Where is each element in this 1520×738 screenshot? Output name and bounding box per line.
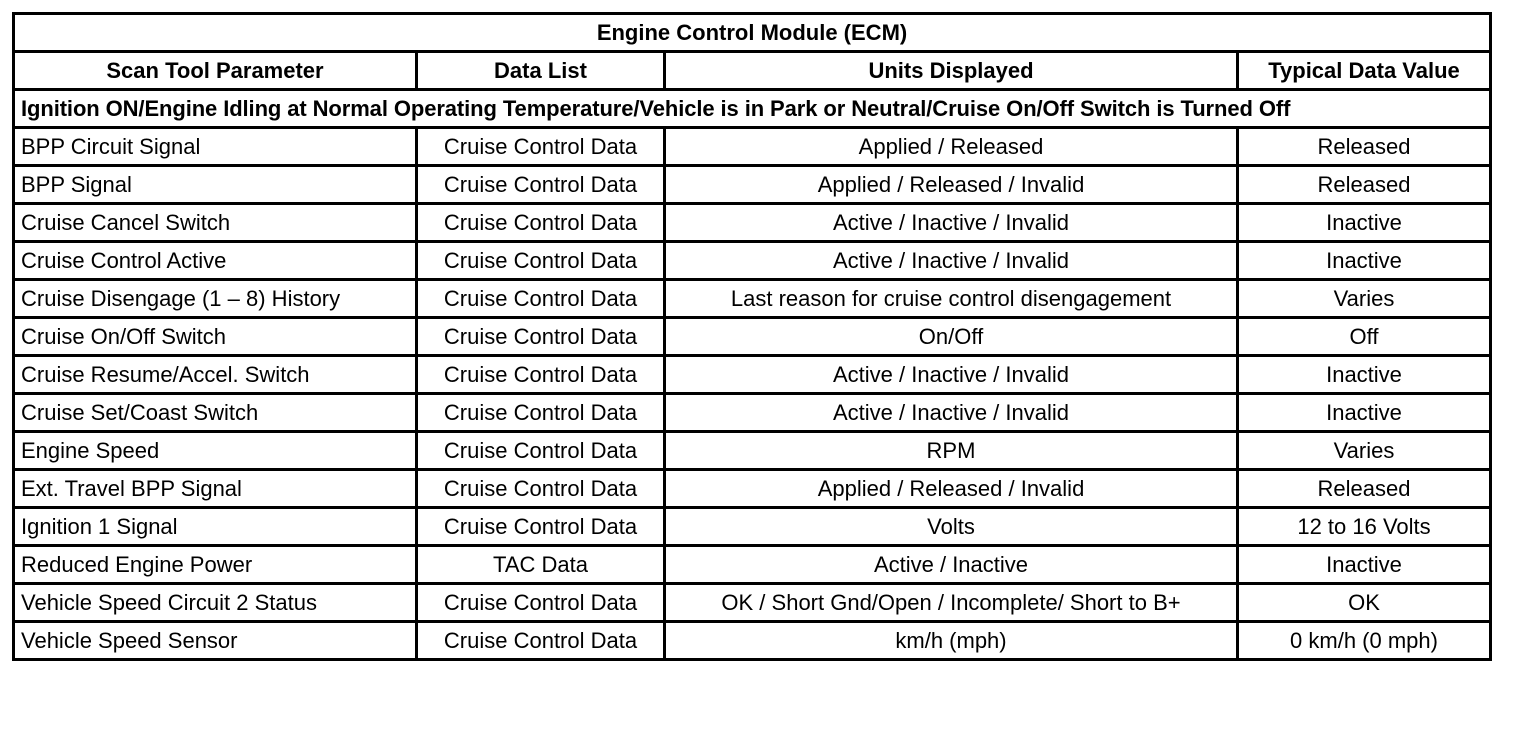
parameter-cell: Cruise Set/Coast Switch bbox=[14, 394, 417, 432]
units-cell: OK / Short Gnd/Open / Incomplete/ Short to B+ bbox=[665, 584, 1238, 622]
typical-value-cell: Inactive bbox=[1238, 546, 1491, 584]
typical-value-cell: Inactive bbox=[1238, 356, 1491, 394]
data-list-cell: Cruise Control Data bbox=[417, 280, 665, 318]
typical-value-cell: OK bbox=[1238, 584, 1491, 622]
data-list-cell: Cruise Control Data bbox=[417, 318, 665, 356]
table-row bbox=[14, 242, 1491, 280]
typical-value-cell: Varies bbox=[1238, 432, 1491, 470]
data-list-cell: Cruise Control Data bbox=[417, 128, 665, 166]
typical-value-cell: 0 km/h (0 mph) bbox=[1238, 622, 1491, 660]
units-cell: Applied / Released / Invalid bbox=[665, 470, 1238, 508]
table-body bbox=[14, 128, 1491, 660]
units-cell: Volts bbox=[665, 508, 1238, 546]
typical-value-cell: Inactive bbox=[1238, 394, 1491, 432]
parameter-cell: Cruise Control Active bbox=[14, 242, 417, 280]
header-typical-data-value: Typical Data Value bbox=[1238, 52, 1491, 90]
header-data-list: Data List bbox=[417, 52, 665, 90]
parameter-cell: Cruise Cancel Switch bbox=[14, 204, 417, 242]
parameter-cell: Cruise Resume/Accel. Switch bbox=[14, 356, 417, 394]
header-row bbox=[14, 52, 1491, 90]
data-list-cell: Cruise Control Data bbox=[417, 432, 665, 470]
header-scan-tool-parameter: Scan Tool Parameter bbox=[14, 52, 417, 90]
table-row bbox=[14, 546, 1491, 584]
typical-value-cell: Inactive bbox=[1238, 204, 1491, 242]
parameter-cell: Ignition 1 Signal bbox=[14, 508, 417, 546]
data-list-cell: Cruise Control Data bbox=[417, 584, 665, 622]
data-list-cell: Cruise Control Data bbox=[417, 356, 665, 394]
data-list-cell: Cruise Control Data bbox=[417, 204, 665, 242]
ecm-data-table bbox=[12, 12, 1492, 661]
table-row bbox=[14, 470, 1491, 508]
units-cell: Applied / Released / Invalid bbox=[665, 166, 1238, 204]
data-list-cell: Cruise Control Data bbox=[417, 622, 665, 660]
parameter-cell: Reduced Engine Power bbox=[14, 546, 417, 584]
typical-value-cell: Released bbox=[1238, 128, 1491, 166]
units-cell: Active / Inactive / Invalid bbox=[665, 394, 1238, 432]
data-list-cell: Cruise Control Data bbox=[417, 166, 665, 204]
parameter-cell: Ext. Travel BPP Signal bbox=[14, 470, 417, 508]
units-cell: Last reason for cruise control disengagement bbox=[665, 280, 1238, 318]
parameter-cell: BPP Circuit Signal bbox=[14, 128, 417, 166]
units-cell: On/Off bbox=[665, 318, 1238, 356]
parameter-cell: Vehicle Speed Sensor bbox=[14, 622, 417, 660]
units-cell: Active / Inactive / Invalid bbox=[665, 242, 1238, 280]
units-cell: Active / Inactive / Invalid bbox=[665, 204, 1238, 242]
units-cell: Active / Inactive bbox=[665, 546, 1238, 584]
condition-row bbox=[14, 90, 1491, 128]
parameter-cell: Cruise Disengage (1 – 8) History bbox=[14, 280, 417, 318]
data-list-cell: Cruise Control Data bbox=[417, 242, 665, 280]
data-list-cell: Cruise Control Data bbox=[417, 470, 665, 508]
units-cell: Applied / Released bbox=[665, 128, 1238, 166]
table-row bbox=[14, 280, 1491, 318]
units-cell: km/h (mph) bbox=[665, 622, 1238, 660]
typical-value-cell: Inactive bbox=[1238, 242, 1491, 280]
operating-condition: Ignition ON/Engine Idling at Normal Operating Temperature/Vehicle is in Park or Neutral/Cruise On/Off Switch is Turned Off bbox=[14, 90, 1491, 128]
table-row bbox=[14, 128, 1491, 166]
data-list-cell: Cruise Control Data bbox=[417, 394, 665, 432]
table-row bbox=[14, 584, 1491, 622]
table-row bbox=[14, 622, 1491, 660]
table-title: Engine Control Module (ECM) bbox=[14, 14, 1491, 52]
data-list-cell: TAC Data bbox=[417, 546, 665, 584]
parameter-cell: Cruise On/Off Switch bbox=[14, 318, 417, 356]
parameter-cell: BPP Signal bbox=[14, 166, 417, 204]
typical-value-cell: Varies bbox=[1238, 280, 1491, 318]
typical-value-cell: Off bbox=[1238, 318, 1491, 356]
table-row bbox=[14, 356, 1491, 394]
parameter-cell: Engine Speed bbox=[14, 432, 417, 470]
table-row bbox=[14, 394, 1491, 432]
typical-value-cell: 12 to 16 Volts bbox=[1238, 508, 1491, 546]
title-row bbox=[14, 14, 1491, 52]
units-cell: RPM bbox=[665, 432, 1238, 470]
table-row bbox=[14, 166, 1491, 204]
table-row bbox=[14, 508, 1491, 546]
units-cell: Active / Inactive / Invalid bbox=[665, 356, 1238, 394]
header-units-displayed: Units Displayed bbox=[665, 52, 1238, 90]
table-row bbox=[14, 432, 1491, 470]
typical-value-cell: Released bbox=[1238, 166, 1491, 204]
table-row bbox=[14, 204, 1491, 242]
data-list-cell: Cruise Control Data bbox=[417, 508, 665, 546]
typical-value-cell: Released bbox=[1238, 470, 1491, 508]
parameter-cell: Vehicle Speed Circuit 2 Status bbox=[14, 584, 417, 622]
table-row bbox=[14, 318, 1491, 356]
